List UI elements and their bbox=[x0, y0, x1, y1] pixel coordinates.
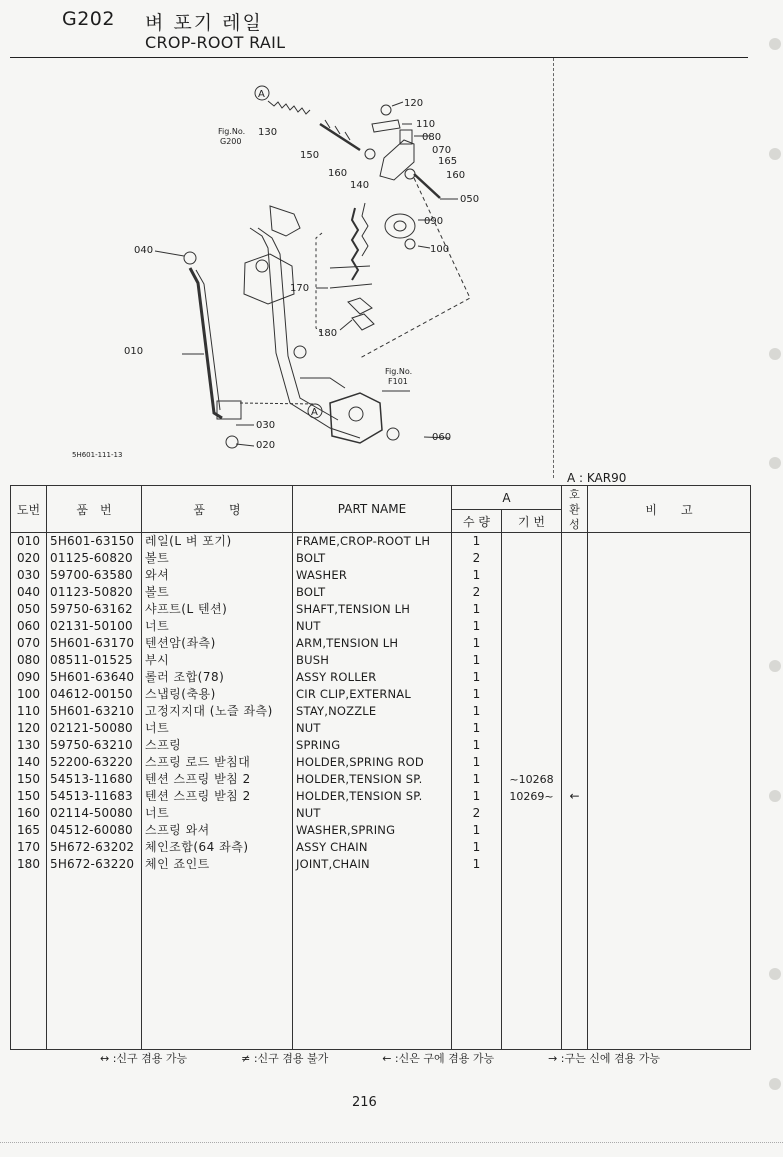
serial-range bbox=[502, 737, 562, 754]
spring-130-drawing bbox=[268, 101, 310, 114]
part-name-english: NUT bbox=[293, 720, 452, 737]
table-row bbox=[11, 635, 751, 652]
table-row bbox=[11, 720, 751, 737]
part-name-english: NUT bbox=[293, 618, 452, 635]
part-name-korean: 볼트 bbox=[142, 584, 293, 601]
serial-range bbox=[502, 635, 562, 652]
gearbox-f101-drawing bbox=[330, 393, 382, 443]
part-number: 54513-11683 bbox=[47, 788, 142, 805]
quantity: 1 bbox=[452, 822, 502, 839]
section-code: G202 bbox=[62, 8, 115, 30]
callout-a-bottom: A bbox=[311, 407, 318, 418]
part-ref-no: 150 bbox=[11, 771, 47, 788]
quantity: 1 bbox=[452, 635, 502, 652]
col-header-remarks: 비 고 bbox=[588, 486, 751, 533]
part-number: 02121-50080 bbox=[47, 720, 142, 737]
quantity: 1 bbox=[452, 856, 502, 873]
remarks bbox=[588, 771, 751, 788]
remarks bbox=[588, 533, 751, 551]
serial-range: ~10268 bbox=[502, 771, 562, 788]
legend-item: ← :신은 구에 겸용 가능 bbox=[382, 1052, 495, 1065]
part-number: 5H601-63150 bbox=[47, 533, 142, 551]
part-name-english: BUSH bbox=[293, 652, 452, 669]
compatibility-mark bbox=[562, 550, 588, 567]
compatibility-mark bbox=[562, 686, 588, 703]
binder-hole bbox=[769, 1078, 781, 1090]
fig-ref-f101-line1: Fig.No. bbox=[385, 367, 413, 376]
part-number: 59750-63162 bbox=[47, 601, 142, 618]
serial-range bbox=[502, 805, 562, 822]
serial-range bbox=[502, 822, 562, 839]
binder-holes bbox=[767, 0, 781, 1157]
table-row bbox=[11, 550, 751, 567]
part-ref-no: 010 bbox=[11, 533, 47, 551]
part-number: 59700-63580 bbox=[47, 567, 142, 584]
quantity: 1 bbox=[452, 567, 502, 584]
part-name-english: HOLDER,TENSION SP. bbox=[293, 788, 452, 805]
part-number: 5H672-63220 bbox=[47, 856, 142, 873]
serial-range bbox=[502, 856, 562, 873]
part-name-english: ASSY CHAIN bbox=[293, 839, 452, 856]
part-number: 08511-01525 bbox=[47, 652, 142, 669]
parts-table-body bbox=[11, 533, 751, 1050]
col-header-name-ko: 품 명 bbox=[142, 486, 293, 533]
part-ref-no: 150 bbox=[11, 788, 47, 805]
rod-150-drawing bbox=[320, 124, 360, 150]
label-150: 150 bbox=[300, 150, 320, 161]
table-row bbox=[11, 567, 751, 584]
part-number: 02131-50100 bbox=[47, 618, 142, 635]
part-name-english: BOLT bbox=[293, 584, 452, 601]
clip-100-drawing bbox=[405, 239, 415, 249]
part-name-korean: 너트 bbox=[142, 720, 293, 737]
compatibility-mark bbox=[562, 822, 588, 839]
exploded-parts-diagram bbox=[0, 58, 553, 478]
part-name-english: FRAME,CROP-ROOT LH bbox=[293, 533, 452, 551]
nut-060-drawing bbox=[387, 428, 399, 440]
table-row bbox=[11, 856, 751, 873]
label-165: 165 bbox=[438, 156, 458, 167]
part-name-korean: 고정지지대 (노즐 좌측) bbox=[142, 703, 293, 720]
quantity: 1 bbox=[452, 788, 502, 805]
serial-range bbox=[502, 601, 562, 618]
fig-ref-g200-line1: Fig.No. bbox=[218, 127, 246, 136]
label-120: 120 bbox=[404, 98, 424, 109]
remarks bbox=[588, 839, 751, 856]
remarks bbox=[588, 618, 751, 635]
quantity: 1 bbox=[452, 737, 502, 754]
applicability-note: A : KAR90 bbox=[567, 471, 627, 485]
part-number: 01125-60820 bbox=[47, 550, 142, 567]
part-name-korean: 체인 죠인트 bbox=[142, 856, 293, 873]
label-160-b: 160 bbox=[446, 170, 466, 181]
quantity: 1 bbox=[452, 533, 502, 551]
part-number: 04612-00150 bbox=[47, 686, 142, 703]
serial-range bbox=[502, 584, 562, 601]
quantity: 1 bbox=[452, 754, 502, 771]
fig-ref-g200-line2: G200 bbox=[220, 137, 242, 146]
remarks bbox=[588, 584, 751, 601]
part-name-korean: 스냅링(축용) bbox=[142, 686, 293, 703]
part-name-korean: 부시 bbox=[142, 652, 293, 669]
compatibility-mark bbox=[562, 839, 588, 856]
binder-hole bbox=[769, 148, 781, 160]
part-name-korean: 텐션 스프링 받침 2 bbox=[142, 788, 293, 805]
serial-range bbox=[502, 754, 562, 771]
compatibility-mark bbox=[562, 652, 588, 669]
quantity: 1 bbox=[452, 652, 502, 669]
chain-170-drawing bbox=[352, 208, 358, 280]
quantity: 1 bbox=[452, 839, 502, 856]
serial-range bbox=[502, 567, 562, 584]
binder-hole bbox=[769, 38, 781, 50]
part-name-korean: 스프링 와셔 bbox=[142, 822, 293, 839]
part-name-korean: 스프링 로드 받침대 bbox=[142, 754, 293, 771]
label-180: 180 bbox=[318, 328, 338, 339]
quantity: 1 bbox=[452, 720, 502, 737]
joint-180-drawing bbox=[348, 298, 372, 314]
part-ref-no: 170 bbox=[11, 839, 47, 856]
remarks bbox=[588, 686, 751, 703]
part-name-korean: 텐션암(좌측) bbox=[142, 635, 293, 652]
rail-frame-drawing bbox=[190, 268, 222, 418]
compatibility-mark bbox=[562, 635, 588, 652]
compatibility-mark bbox=[562, 856, 588, 873]
part-ref-no: 040 bbox=[11, 584, 47, 601]
col-header-no: 도번 bbox=[11, 486, 47, 533]
compatibility-mark bbox=[562, 618, 588, 635]
callout-a-top: A bbox=[258, 89, 265, 100]
part-ref-no: 180 bbox=[11, 856, 47, 873]
col-header-qty: 수 량 bbox=[452, 510, 502, 533]
serial-range bbox=[502, 618, 562, 635]
part-name-korean: 너트 bbox=[142, 618, 293, 635]
col-header-group-a: A bbox=[452, 486, 562, 510]
table-row bbox=[11, 754, 751, 771]
title-english: CROP-ROOT RAIL bbox=[145, 33, 286, 52]
remarks bbox=[588, 567, 751, 584]
part-name-english: NUT bbox=[293, 805, 452, 822]
legend-item: ≠ :신구 겸용 불가 bbox=[241, 1052, 329, 1065]
compatibility-mark bbox=[562, 737, 588, 754]
part-name-korean: 너트 bbox=[142, 805, 293, 822]
remarks bbox=[588, 805, 751, 822]
drawing-number: 5H601-111-13 bbox=[72, 451, 123, 459]
part-name-english: SPRING bbox=[293, 737, 452, 754]
compatibility-mark bbox=[562, 771, 588, 788]
remarks bbox=[588, 652, 751, 669]
part-name-english: BOLT bbox=[293, 550, 452, 567]
label-110: 110 bbox=[416, 119, 436, 130]
bracket-g200-drawing bbox=[270, 206, 300, 236]
col-header-part-no: 품 번 bbox=[47, 486, 142, 533]
compatibility-mark bbox=[562, 567, 588, 584]
label-060: 060 bbox=[432, 432, 452, 443]
label-090: 090 bbox=[424, 216, 444, 227]
part-name-korean: 와셔 bbox=[142, 567, 293, 584]
table-row bbox=[11, 686, 751, 703]
table-row bbox=[11, 669, 751, 686]
col-header-ref: 기 번 bbox=[502, 510, 562, 533]
table-empty-space bbox=[11, 873, 751, 1049]
part-name-korean: 스프링 bbox=[142, 737, 293, 754]
part-name-english: JOINT,CHAIN bbox=[293, 856, 452, 873]
part-name-english: WASHER bbox=[293, 567, 452, 584]
remarks bbox=[588, 788, 751, 805]
remarks bbox=[588, 754, 751, 771]
remarks bbox=[588, 720, 751, 737]
serial-range bbox=[502, 720, 562, 737]
part-ref-no: 130 bbox=[11, 737, 47, 754]
table-row bbox=[11, 805, 751, 822]
label-040: 040 bbox=[134, 245, 154, 256]
table-row bbox=[11, 601, 751, 618]
label-030: 030 bbox=[256, 420, 276, 431]
part-number: 5H601-63210 bbox=[47, 703, 142, 720]
remarks bbox=[588, 669, 751, 686]
part-number: 54513-11680 bbox=[47, 771, 142, 788]
part-name-english: CIR CLIP,EXTERNAL bbox=[293, 686, 452, 703]
serial-range bbox=[502, 686, 562, 703]
remarks bbox=[588, 856, 751, 873]
binder-hole bbox=[769, 968, 781, 980]
col-header-part-name: PART NAME bbox=[293, 486, 452, 533]
label-160-a: 160 bbox=[328, 168, 348, 179]
legend-item: → :구는 신에 겸용 가능 bbox=[548, 1052, 660, 1065]
part-name-english: ASSY ROLLER bbox=[293, 669, 452, 686]
part-ref-no: 120 bbox=[11, 720, 47, 737]
legend-item: ↔ :신구 겸용 가능 bbox=[100, 1052, 188, 1065]
compatibility-mark bbox=[562, 669, 588, 686]
arm-070-drawing bbox=[380, 140, 414, 180]
compatibility-mark bbox=[562, 703, 588, 720]
table-row bbox=[11, 839, 751, 856]
part-ref-no: 070 bbox=[11, 635, 47, 652]
roller-090-drawing bbox=[385, 214, 415, 238]
remarks bbox=[588, 737, 751, 754]
part-ref-no: 165 bbox=[11, 822, 47, 839]
compatibility-mark bbox=[562, 584, 588, 601]
part-number: 59750-63210 bbox=[47, 737, 142, 754]
quantity: 1 bbox=[452, 686, 502, 703]
serial-range bbox=[502, 533, 562, 551]
part-number: 5H601-63170 bbox=[47, 635, 142, 652]
compatibility-mark bbox=[562, 533, 588, 551]
compatibility-mark bbox=[562, 754, 588, 771]
part-ref-no: 080 bbox=[11, 652, 47, 669]
label-140: 140 bbox=[350, 180, 370, 191]
compatibility-mark bbox=[562, 720, 588, 737]
label-020: 020 bbox=[256, 440, 276, 451]
table-row bbox=[11, 737, 751, 754]
diagram-dashed-divider bbox=[553, 58, 554, 478]
binder-hole bbox=[769, 790, 781, 802]
remarks bbox=[588, 703, 751, 720]
part-ref-no: 020 bbox=[11, 550, 47, 567]
serial-range bbox=[502, 703, 562, 720]
part-ref-no: 060 bbox=[11, 618, 47, 635]
stay-110-drawing bbox=[372, 120, 400, 132]
quantity: 2 bbox=[452, 584, 502, 601]
label-050: 050 bbox=[460, 194, 480, 205]
part-number: 5H601-63640 bbox=[47, 669, 142, 686]
table-row bbox=[11, 618, 751, 635]
table-row bbox=[11, 788, 751, 805]
remarks bbox=[588, 550, 751, 567]
part-ref-no: 140 bbox=[11, 754, 47, 771]
part-name-english: WASHER,SPRING bbox=[293, 822, 452, 839]
quantity: 1 bbox=[452, 618, 502, 635]
quantity: 2 bbox=[452, 805, 502, 822]
bolt-040-drawing bbox=[184, 252, 196, 264]
quantity: 1 bbox=[452, 703, 502, 720]
serial-range bbox=[502, 550, 562, 567]
part-name-english: HOLDER,SPRING ROD bbox=[293, 754, 452, 771]
part-name-english: ARM,TENSION LH bbox=[293, 635, 452, 652]
part-number: 01123-50820 bbox=[47, 584, 142, 601]
part-ref-no: 100 bbox=[11, 686, 47, 703]
part-name-korean: 체인조합(64 좌측) bbox=[142, 839, 293, 856]
table-row bbox=[11, 584, 751, 601]
label-130: 130 bbox=[258, 127, 278, 138]
serial-range bbox=[502, 669, 562, 686]
part-ref-no: 030 bbox=[11, 567, 47, 584]
compatibility-legend bbox=[100, 1050, 660, 1066]
serial-range: 10269~ bbox=[502, 788, 562, 805]
serial-range bbox=[502, 839, 562, 856]
remarks bbox=[588, 822, 751, 839]
bolt-020-drawing bbox=[226, 436, 238, 448]
remarks bbox=[588, 601, 751, 618]
binder-hole bbox=[769, 348, 781, 360]
remarks bbox=[588, 635, 751, 652]
label-170: 170 bbox=[290, 283, 310, 294]
serial-range bbox=[502, 652, 562, 669]
label-080: 080 bbox=[422, 132, 442, 143]
part-number: 5H672-63202 bbox=[47, 839, 142, 856]
table-row bbox=[11, 771, 751, 788]
table-row bbox=[11, 703, 751, 720]
col-header-compat: 호환성 bbox=[562, 486, 588, 533]
part-ref-no: 050 bbox=[11, 601, 47, 618]
part-name-korean: 레일(L 벼 포기) bbox=[142, 533, 293, 551]
compatibility-mark: ← bbox=[562, 788, 588, 805]
label-010: 010 bbox=[124, 346, 144, 357]
binder-hole bbox=[769, 660, 781, 672]
compatibility-mark bbox=[562, 805, 588, 822]
quantity: 2 bbox=[452, 550, 502, 567]
part-number: 02114-50080 bbox=[47, 805, 142, 822]
table-row bbox=[11, 533, 751, 551]
quantity: 1 bbox=[452, 601, 502, 618]
page-number: 216 bbox=[352, 1095, 377, 1110]
part-number: 52200-63220 bbox=[47, 754, 142, 771]
label-070: 070 bbox=[432, 145, 452, 156]
part-name-korean: 볼트 bbox=[142, 550, 293, 567]
part-name-english: SHAFT,TENSION LH bbox=[293, 601, 452, 618]
compatibility-mark bbox=[562, 601, 588, 618]
part-name-korean: 샤프트(L 텐션) bbox=[142, 601, 293, 618]
part-ref-no: 160 bbox=[11, 805, 47, 822]
binder-hole bbox=[769, 457, 781, 469]
part-name-english: STAY,NOZZLE bbox=[293, 703, 452, 720]
parts-table bbox=[10, 485, 751, 1050]
title-korean: 벼 포기 레일 bbox=[145, 12, 263, 34]
label-100: 100 bbox=[430, 244, 450, 255]
quantity: 1 bbox=[452, 669, 502, 686]
part-number: 04512-60080 bbox=[47, 822, 142, 839]
table-row bbox=[11, 652, 751, 669]
fig-ref-f101-line2: F101 bbox=[388, 377, 408, 386]
part-name-korean: 롤러 조합(78) bbox=[142, 669, 293, 686]
quantity: 1 bbox=[452, 771, 502, 788]
part-ref-no: 110 bbox=[11, 703, 47, 720]
table-row bbox=[11, 822, 751, 839]
nut-120-drawing bbox=[381, 105, 391, 115]
page-bottom-edge bbox=[0, 1142, 783, 1148]
part-name-korean: 텐션 스프링 받침 2 bbox=[142, 771, 293, 788]
part-ref-no: 090 bbox=[11, 669, 47, 686]
part-name-english: HOLDER,TENSION SP. bbox=[293, 771, 452, 788]
